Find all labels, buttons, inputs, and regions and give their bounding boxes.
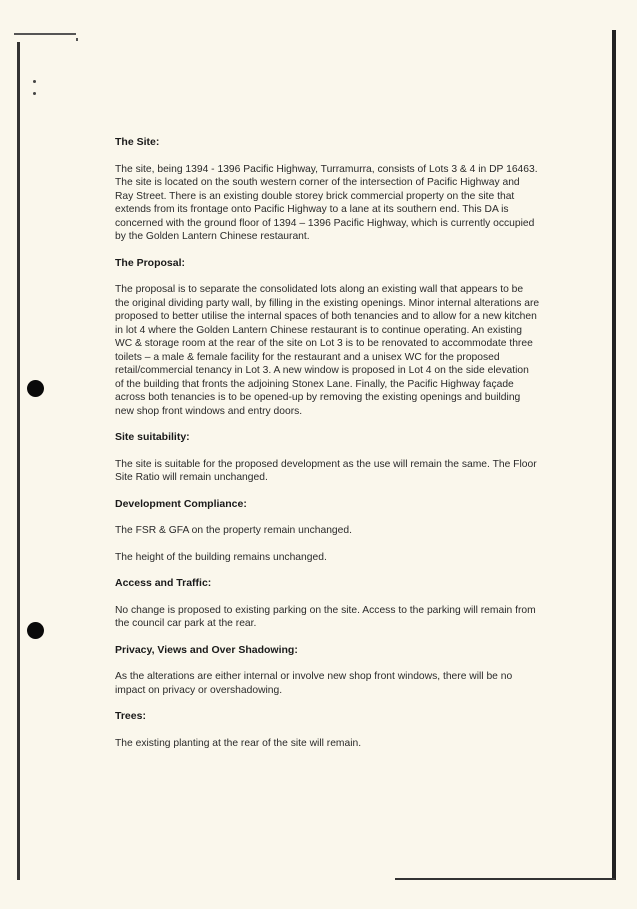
section-trees [115, 710, 540, 750]
document-body [115, 136, 540, 763]
bottom-border-line [395, 878, 615, 880]
section-site-suitability [115, 431, 540, 485]
section-heading: Site suitability: [115, 431, 190, 443]
section-paragraph: The site, being 1394 - 1396 Pacific Highway, Turramurra, consists of Lots 3 & 4 in DP 16463. The site is located on the south western corner of the intersection of Pacific Highway and Ray Street. There is an existing double storey brick commercial property on the site that extends from its frontage onto Pacific Highway to a lane at its southern end. This DA is concerned with the ground floor of 1394 – 1396 Pacific Highway, which is currently occupied by the Golden Lantern Chinese restaurant. [115, 163, 538, 242]
section-heading: Privacy, Views and Over Shadowing: [115, 643, 298, 656]
punch-hole [27, 622, 44, 639]
scan-mark [14, 33, 76, 35]
section-paragraph: The FSR & GFA on the property remain unchanged. [115, 525, 352, 536]
section-privacy-views-shadowing [115, 644, 540, 698]
section-access-and-traffic [115, 577, 540, 631]
section-the-site [115, 136, 540, 244]
section-heading: Access and Traffic: [115, 577, 212, 589]
section-development-compliance [115, 498, 540, 565]
scan-mark [76, 38, 78, 41]
section-heading: The Site: [115, 136, 160, 148]
section-heading: Development Compliance: [115, 497, 247, 510]
section-paragraph: The site is suitable for the proposed development as the use will remain the same. The Floor Site Ratio will remain unchanged. [115, 458, 537, 483]
section-paragraph: As the alterations are either internal or involve new shop front windows, there will be no impact on privacy or overshadowing. [115, 671, 513, 696]
section-paragraph: No change is proposed to existing parking on the site. Access to the parking will remain from the council car park at the rear. [115, 604, 536, 629]
right-border-line [612, 30, 616, 880]
section-paragraph: The existing planting at the rear of the site will remain. [115, 737, 362, 749]
punch-hole [27, 380, 44, 397]
scan-dot [33, 80, 36, 83]
section-heading: Trees: [115, 710, 146, 722]
left-border-line [17, 42, 20, 880]
scan-dot [33, 92, 36, 95]
section-heading: The Proposal: [115, 256, 186, 269]
section-the-proposal [115, 257, 540, 419]
section-paragraph: The proposal is to separate the consolidated lots along an existing wall that appears to be the original dividing party wall, by filling in the existing openings. Minor internal alterations are proposed to better utilise the internal spaces of both tenancies and to allow for a new kitchen in lot 4 where the Golden Lantern Chinese restaurant is to continue operating. An existing WC & storage room at the rear of the site on Lot 3 is to be renovated to accommodate three toilets – a male & female facility for the restaurant and a unisex WC for the proposed retail/commercial tenancy in Lot 3. A new window is proposed in Lot 4 on the side elevation of the building that fronts the adjoining Stonex Lane. Finally, the Pacific Highway façade across both tenancies is to be opened-up by removing the existing openings and building new shop front windows and entry doors. [115, 284, 540, 417]
section-paragraph: The height of the building remains unchanged. [115, 551, 327, 563]
